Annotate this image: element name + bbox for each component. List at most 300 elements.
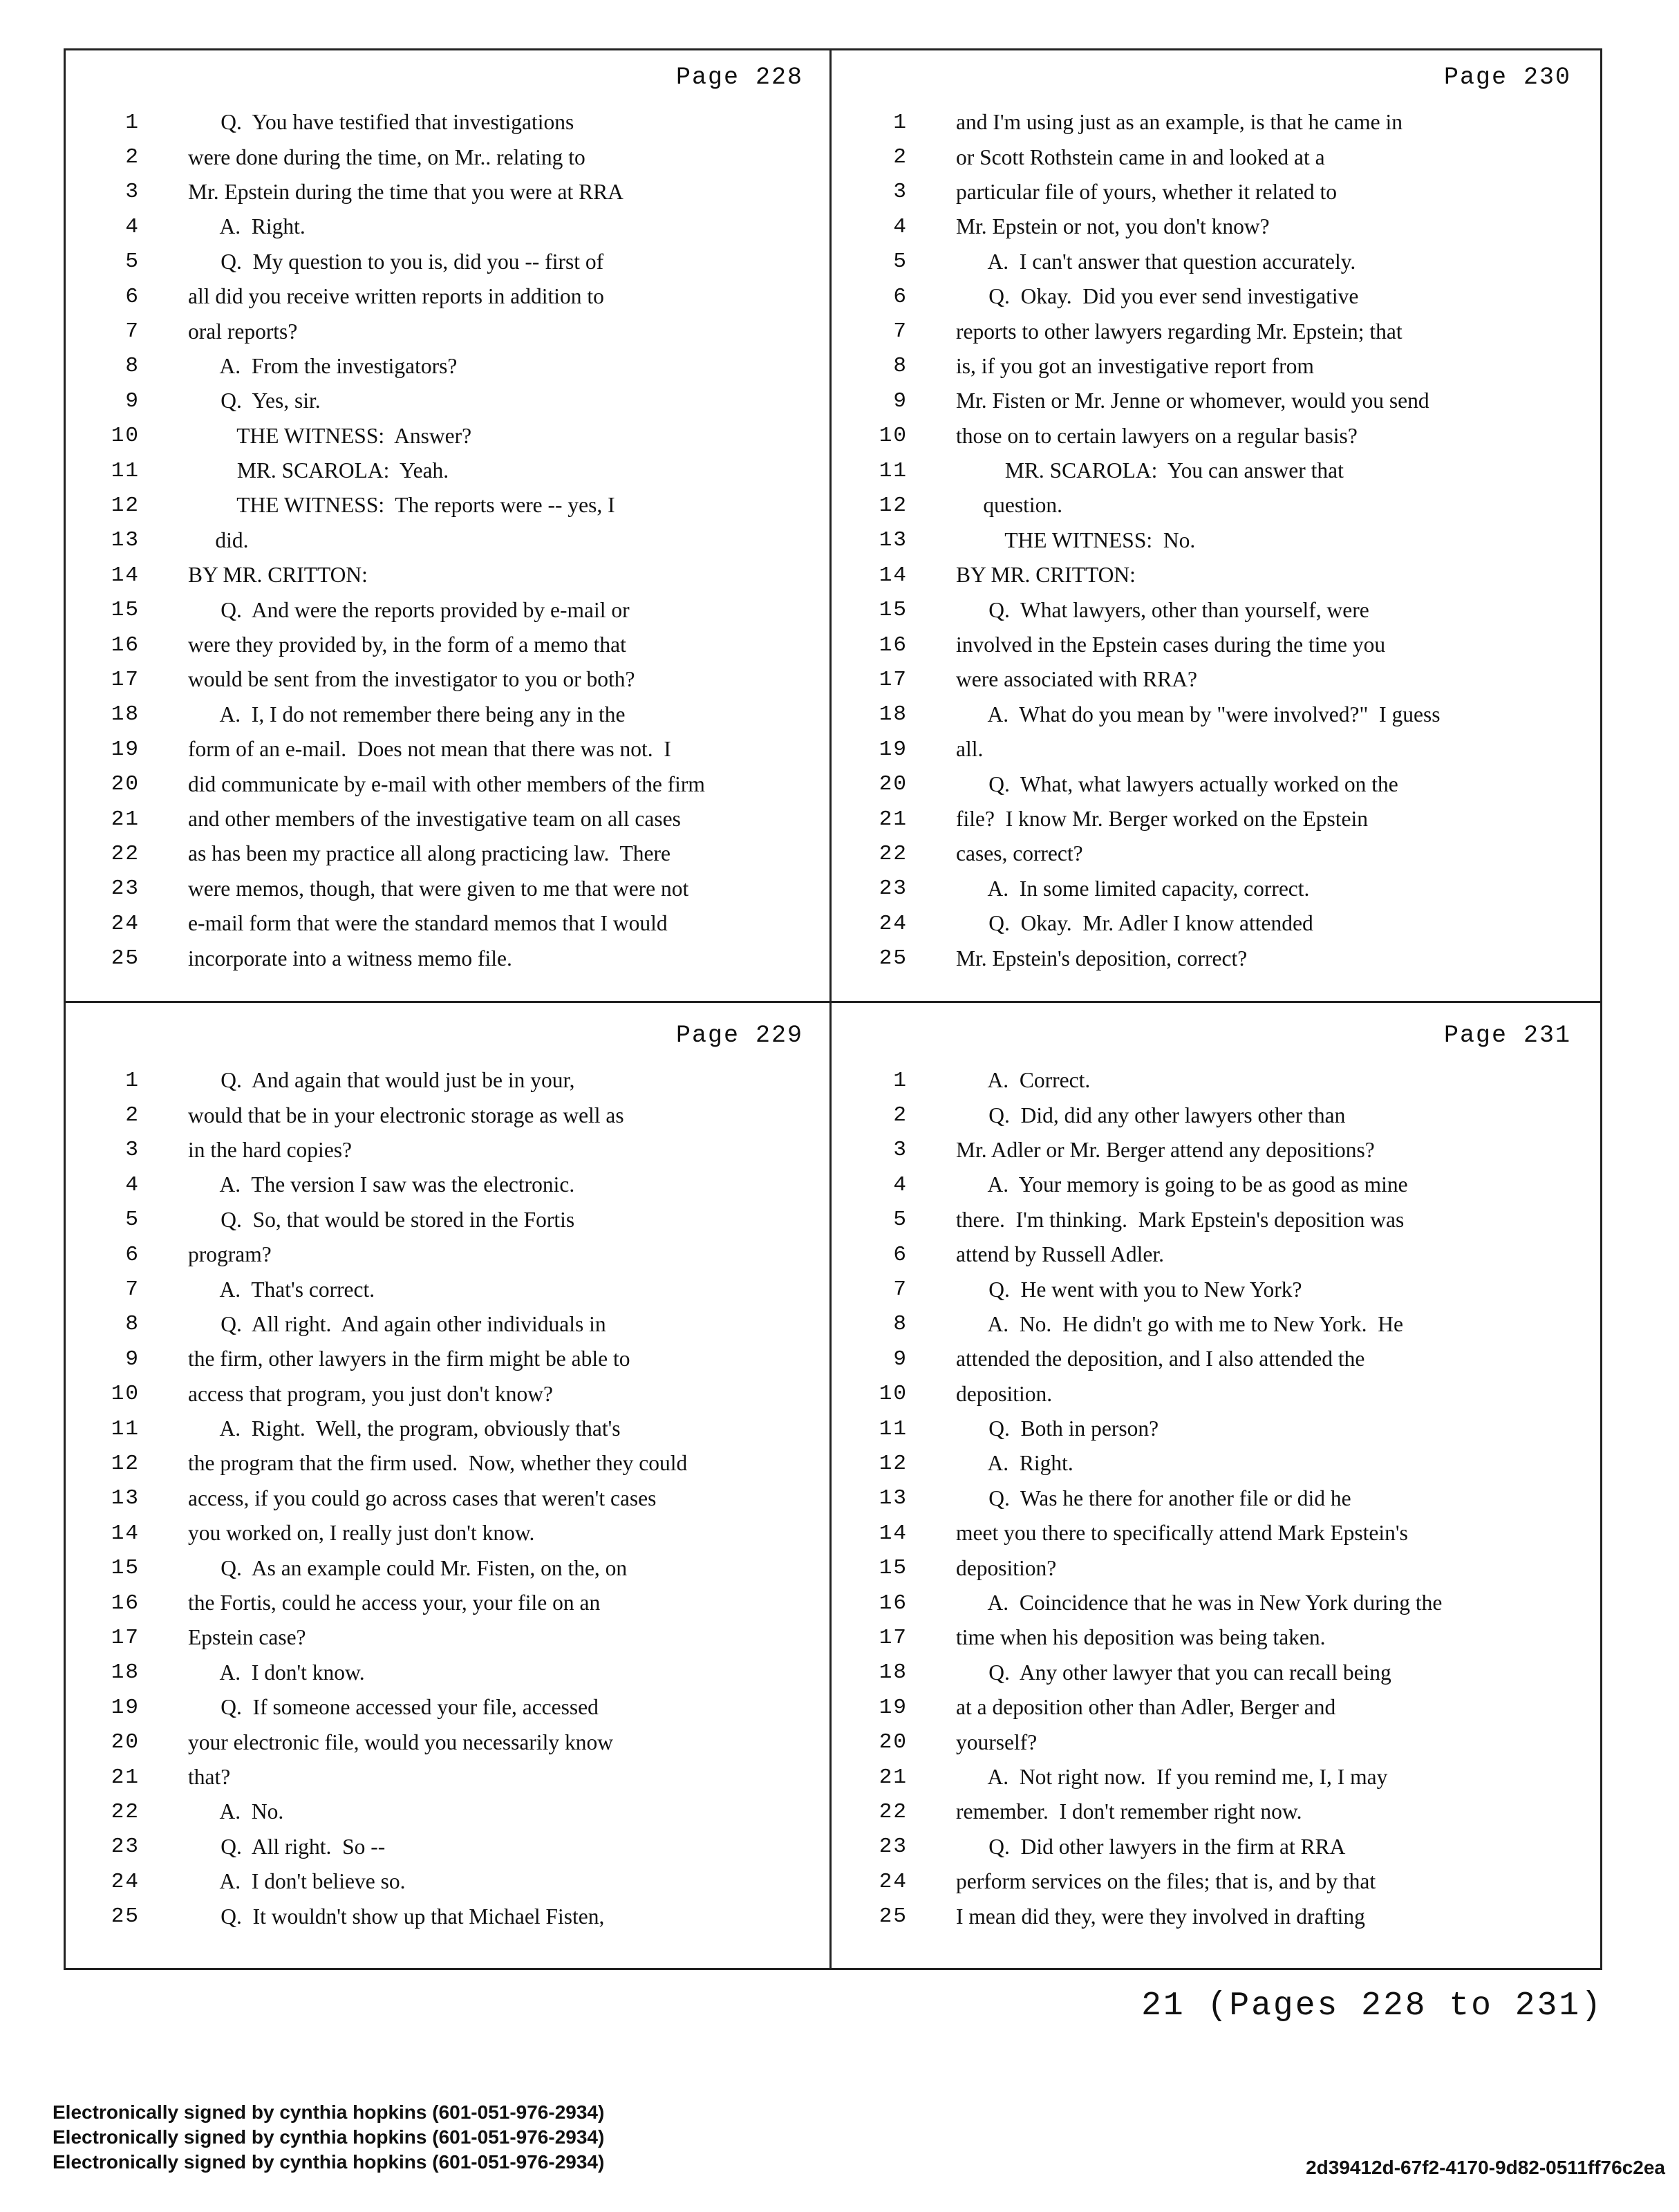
line-text: Q. You have testified that investigations (188, 110, 574, 135)
page-230-panel (832, 64, 1585, 990)
line-number: 8 (125, 1312, 140, 1337)
transcript-line (64, 1098, 817, 1132)
line-text: the firm, other lawyers in the firm might be able to (188, 1347, 630, 1371)
line-number: 10 (879, 424, 908, 449)
line-text: meet you there to specifically attend Mark Epstein's (956, 1521, 1408, 1546)
transcript-line (832, 1794, 1585, 1829)
transcript-line (832, 1830, 1585, 1864)
transcript-line (64, 872, 817, 906)
transcript-line (64, 1864, 817, 1899)
transcript-line (64, 140, 817, 174)
line-text: Q. All right. And again other individuals in (188, 1311, 606, 1336)
line-text: Q. Was he there for another file or did he (956, 1485, 1351, 1510)
line-number: 24 (879, 911, 908, 936)
line-number: 1 (893, 1068, 908, 1093)
transcript-line (832, 802, 1585, 836)
line-number: 11 (879, 1416, 908, 1441)
line-text: A. Right. (956, 1451, 1073, 1476)
transcript-line (64, 558, 817, 592)
line-text: A. Your memory is going to be as good as mine (956, 1172, 1408, 1197)
line-number: 13 (879, 1486, 908, 1511)
line-text: question. (956, 493, 1062, 518)
line-text: A. I, I do not remember there being any in the (188, 702, 626, 727)
line-number: 2 (125, 145, 140, 170)
line-number: 8 (893, 354, 908, 379)
line-number: 21 (111, 807, 140, 832)
signature-line: Electronically signed by cynthia hopkins (601-051-976-2934) (53, 2126, 605, 2148)
line-number: 20 (879, 772, 908, 797)
transcript-line (64, 836, 817, 871)
line-text: A. I can't answer that question accurately. (956, 249, 1356, 274)
transcript-lines (64, 105, 817, 976)
line-text: Q. Any other lawyer that you can recall being (956, 1660, 1391, 1685)
line-text: I mean did they, were they involved in drafting (956, 1904, 1365, 1929)
transcript-line (832, 384, 1585, 418)
line-number: 11 (879, 458, 908, 483)
line-number: 15 (879, 1556, 908, 1581)
transcript-line (64, 592, 817, 627)
transcript-line (64, 941, 817, 975)
line-text: A. Coincidence that he was in New York during the (956, 1591, 1443, 1615)
line-text: attend by Russell Adler. (956, 1242, 1164, 1267)
transcript-line (64, 1481, 817, 1516)
line-text: THE WITNESS: Answer? (188, 423, 472, 448)
transcript-line (64, 488, 817, 523)
line-number: 3 (893, 1138, 908, 1163)
line-number: 3 (125, 180, 140, 205)
line-text: A. The version I saw was the electronic. (188, 1172, 575, 1197)
page-228-panel (64, 64, 817, 990)
transcript-line (832, 209, 1585, 244)
transcript-line (832, 349, 1585, 384)
signature-line: Electronically signed by cynthia hopkins (601-051-976-2934) (53, 2101, 605, 2123)
line-number: 9 (125, 388, 140, 413)
line-number: 18 (879, 1660, 908, 1685)
line-text: there. I'm thinking. Mark Epstein's deposition was (956, 1207, 1405, 1232)
line-text: as has been my practice all along practicing law. There (188, 841, 670, 866)
line-text: THE WITNESS: No. (956, 527, 1196, 552)
line-text: BY MR. CRITTON: (956, 563, 1136, 588)
transcript-line (64, 314, 817, 348)
transcript-line (832, 1377, 1585, 1412)
line-number: 14 (879, 1521, 908, 1546)
transcript-line (832, 1098, 1585, 1132)
transcript-line (64, 1760, 817, 1794)
transcript-line (832, 245, 1585, 279)
line-text: deposition. (956, 1381, 1053, 1406)
line-number: 25 (879, 1904, 908, 1929)
line-text: form of an e-mail. Does not mean that there was not. I (188, 737, 671, 762)
transcript-line (64, 1168, 817, 1202)
document-hash: 2d39412d-67f2-4170-9d82-0511ff76c2ea (1306, 2157, 1665, 2178)
line-text: would that be in your electronic storage as well as (188, 1103, 624, 1127)
line-text: all did you receive written reports in addition to (188, 284, 604, 309)
line-text: in the hard copies? (188, 1137, 353, 1162)
line-text: the program that the firm used. Now, whether they could (188, 1451, 688, 1476)
transcript-line (64, 1237, 817, 1272)
transcript-line (64, 279, 817, 314)
line-text: A. From the investigators? (188, 353, 458, 378)
signature-line: Electronically signed by cynthia hopkins (601-051-976-2934) (53, 2151, 605, 2173)
transcript-line (64, 1586, 817, 1620)
line-number: 11 (111, 458, 140, 483)
line-text: yourself? (956, 1730, 1038, 1754)
line-number: 6 (893, 284, 908, 309)
transcript-line (832, 523, 1585, 558)
line-number: 12 (111, 493, 140, 518)
line-text: Epstein case? (188, 1625, 306, 1650)
transcript-line (64, 1272, 817, 1306)
transcript-line (832, 558, 1585, 592)
transcript-line (64, 1830, 817, 1864)
line-text: time when his deposition was being taken. (956, 1625, 1326, 1650)
line-text: involved in the Epstein cases during the time you (956, 632, 1386, 657)
line-text: Q. My question to you is, did you -- first of (188, 249, 604, 274)
line-text: Q. All right. So -- (188, 1834, 386, 1859)
line-text: that? (188, 1765, 231, 1789)
line-text: A. Right. Well, the program, obviously that's (188, 1416, 621, 1441)
transcript-line (64, 245, 817, 279)
line-number: 7 (125, 1277, 140, 1302)
line-text: THE WITNESS: The reports were -- yes, I (188, 493, 615, 518)
line-text: A. No. (188, 1799, 284, 1824)
transcript-line (64, 1690, 817, 1725)
line-text: all. (956, 737, 984, 762)
transcript-line (832, 767, 1585, 801)
line-text: were memos, though, that were given to me that were not (188, 876, 689, 901)
transcript-line (64, 1794, 817, 1829)
line-number: 1 (893, 110, 908, 135)
transcript-line (832, 419, 1585, 453)
line-number: 23 (879, 877, 908, 901)
line-text: you worked on, I really just don't know. (188, 1521, 535, 1546)
transcript-line (832, 1620, 1585, 1655)
transcript-line (832, 175, 1585, 209)
line-number: 17 (111, 667, 140, 692)
transcript-line (64, 1516, 817, 1550)
line-number: 2 (893, 145, 908, 170)
line-text: Q. As an example could Mr. Fisten, on the, on (188, 1555, 628, 1580)
line-text: e-mail form that were the standard memos that I would (188, 911, 668, 936)
line-text: A. I don't know. (188, 1660, 365, 1685)
line-text: Q. Okay. Did you ever send investigative (956, 284, 1359, 309)
horizontal-divider (64, 1001, 1602, 1003)
line-text: file? I know Mr. Berger worked on the Epstein (956, 807, 1369, 831)
transcript-line (832, 1550, 1585, 1585)
transcript-line (832, 279, 1585, 314)
line-number: 16 (111, 632, 140, 657)
page-header: Page 229 (675, 1022, 803, 1049)
line-number: 8 (893, 1312, 908, 1337)
line-text: access that program, you just don't know? (188, 1381, 553, 1406)
line-number: 24 (879, 1869, 908, 1894)
transcript-line (832, 697, 1585, 732)
line-number: 4 (125, 1172, 140, 1197)
line-number: 3 (893, 180, 908, 205)
line-text: were done during the time, on Mr.. relating to (188, 144, 585, 169)
transcript-line (832, 1481, 1585, 1516)
transcript-line (832, 1133, 1585, 1168)
line-number: 17 (111, 1625, 140, 1650)
line-number: 11 (111, 1416, 140, 1441)
transcript-line (64, 1412, 817, 1446)
transcript-line (832, 1342, 1585, 1376)
line-number: 21 (111, 1765, 140, 1790)
line-number: 21 (879, 1765, 908, 1790)
transcript-line (64, 767, 817, 801)
line-number: 13 (111, 1486, 140, 1511)
line-text: remember. I don't remember right now. (956, 1799, 1302, 1824)
line-number: 20 (879, 1730, 908, 1755)
transcript-line (64, 1620, 817, 1655)
line-text: or Scott Rothstein came in and looked at a (956, 144, 1325, 169)
transcript-line (832, 836, 1585, 871)
line-text: BY MR. CRITTON: (188, 563, 368, 588)
line-text: Mr. Epstein during the time that you were at RRA (188, 179, 623, 204)
line-number: 19 (879, 737, 908, 762)
line-number: 13 (111, 528, 140, 553)
line-number: 2 (893, 1103, 908, 1128)
line-number: 22 (111, 841, 140, 866)
line-text: did communicate by e-mail with other members of the firm (188, 771, 705, 796)
line-text: Mr. Epstein or not, you don't know? (956, 214, 1270, 239)
transcript-line (64, 662, 817, 697)
line-number: 4 (893, 214, 908, 239)
line-number: 10 (111, 1382, 140, 1407)
line-number: 25 (879, 946, 908, 971)
transcript-line (832, 1063, 1585, 1098)
line-number: 12 (879, 1451, 908, 1476)
line-number: 10 (879, 1382, 908, 1407)
transcript-line (832, 906, 1585, 941)
line-number: 22 (879, 1799, 908, 1824)
page-header: Page 230 (1443, 64, 1571, 91)
transcript-line (832, 1690, 1585, 1725)
line-number: 4 (125, 214, 140, 239)
line-number: 1 (125, 110, 140, 135)
line-number: 7 (893, 1277, 908, 1302)
transcript-line (832, 488, 1585, 523)
line-text: access, if you could go across cases that weren't cases (188, 1485, 657, 1510)
line-text: Q. Did, did any other lawyers other than (956, 1103, 1346, 1127)
transcript-line (64, 1342, 817, 1376)
transcript-line (832, 1446, 1585, 1481)
line-number: 14 (879, 563, 908, 588)
line-text: perform services on the files; that is, and by that (956, 1869, 1376, 1894)
line-number: 25 (111, 1904, 140, 1929)
line-number: 16 (111, 1591, 140, 1615)
line-text: Mr. Epstein's deposition, correct? (956, 946, 1248, 971)
line-text: Q. It wouldn't show up that Michael Fisten, (188, 1904, 605, 1929)
transcript-line (832, 1237, 1585, 1272)
line-text: A. I don't believe so. (188, 1869, 406, 1894)
line-number: 25 (111, 946, 140, 971)
line-number: 2 (125, 1103, 140, 1128)
transcript-line (64, 1307, 817, 1342)
line-text: and other members of the investigative team on all cases (188, 807, 681, 831)
transcript-line (832, 1168, 1585, 1202)
transcript-line (64, 419, 817, 453)
line-text: A. Right. (188, 214, 306, 239)
line-number: 22 (879, 841, 908, 866)
transcript-line (64, 1550, 817, 1585)
transcript-line (64, 802, 817, 836)
line-text: at a deposition other than Adler, Berger and (956, 1695, 1336, 1720)
line-number: 15 (111, 1556, 140, 1581)
transcript-line (832, 1586, 1585, 1620)
line-text: particular file of yours, whether it related to (956, 179, 1338, 204)
transcript-line (832, 872, 1585, 906)
line-text: reports to other lawyers regarding Mr. Epstein; that (956, 319, 1403, 344)
transcript-line (832, 1516, 1585, 1550)
line-number: 19 (111, 737, 140, 762)
line-text: Q. Yes, sir. (188, 388, 321, 413)
transcript-line (64, 1063, 817, 1098)
transcript-line (832, 314, 1585, 348)
line-number: 5 (125, 250, 140, 274)
line-text: attended the deposition, and I also attended the (956, 1347, 1365, 1371)
transcript-line (832, 941, 1585, 975)
transcript-line (832, 453, 1585, 488)
line-text: cases, correct? (956, 841, 1083, 866)
line-text: A. In some limited capacity, correct. (956, 876, 1310, 901)
line-number: 24 (111, 1869, 140, 1894)
line-text: Q. Okay. Mr. Adler I know attended (956, 911, 1313, 936)
line-text: oral reports? (188, 319, 298, 344)
line-number: 17 (879, 1625, 908, 1650)
line-text: Q. What, what lawyers actually worked on the (956, 771, 1398, 796)
transcript-line (832, 1864, 1585, 1899)
transcript-line (832, 1725, 1585, 1759)
line-text: Mr. Adler or Mr. Berger attend any depositions? (956, 1137, 1375, 1162)
transcript-line (832, 105, 1585, 140)
line-text: A. No. He didn't go with me to New York. He (956, 1311, 1404, 1336)
line-number: 18 (111, 1660, 140, 1685)
transcript-line (832, 1656, 1585, 1690)
page-header: Page 231 (1443, 1022, 1571, 1049)
line-text: the Fortis, could he access your, your file on an (188, 1591, 601, 1615)
transcript-line (64, 697, 817, 732)
line-number: 14 (111, 1521, 140, 1546)
line-number: 12 (879, 493, 908, 518)
page-range-label: 21 (Pages 228 to 231) (1141, 1987, 1603, 2025)
transcript-line (64, 906, 817, 941)
line-number: 7 (125, 319, 140, 344)
line-text: Q. Both in person? (956, 1416, 1159, 1441)
line-number: 12 (111, 1451, 140, 1476)
line-number: 6 (893, 1242, 908, 1267)
line-number: 19 (111, 1695, 140, 1720)
transcript-lines (64, 1063, 817, 1934)
line-number: 23 (879, 1835, 908, 1859)
line-number: 15 (879, 598, 908, 623)
transcript-line (832, 732, 1585, 767)
line-number: 22 (111, 1799, 140, 1824)
line-number: 24 (111, 911, 140, 936)
line-number: 19 (879, 1695, 908, 1720)
line-text: incorporate into a witness memo file. (188, 946, 512, 971)
line-text: Q. So, that would be stored in the Fortis (188, 1207, 575, 1232)
transcript-line (64, 1899, 817, 1933)
line-text: Q. And again that would just be in your, (188, 1068, 575, 1093)
transcript-line (64, 1377, 817, 1412)
page-header: Page 228 (675, 64, 803, 91)
line-number: 20 (111, 772, 140, 797)
line-text: MR. SCAROLA: You can answer that (956, 458, 1344, 483)
line-number: 6 (125, 284, 140, 309)
transcript-line (64, 1446, 817, 1481)
transcript-line (832, 1307, 1585, 1342)
line-number: 5 (125, 1208, 140, 1232)
line-text: were they provided by, in the form of a memo that (188, 632, 626, 657)
transcript-line (832, 1412, 1585, 1446)
transcript-line (64, 1203, 817, 1237)
line-number: 10 (111, 424, 140, 449)
line-text: A. Correct. (956, 1068, 1091, 1093)
transcript-line (64, 209, 817, 244)
line-text: A. What do you mean by "were involved?" I guess (956, 702, 1441, 727)
transcript-line (832, 1760, 1585, 1794)
line-number: 13 (879, 528, 908, 553)
line-number: 1 (125, 1068, 140, 1093)
transcript-line (64, 349, 817, 384)
transcript-line (832, 628, 1585, 662)
transcript-line (64, 384, 817, 418)
line-number: 23 (111, 877, 140, 901)
line-text: those on to certain lawyers on a regular basis? (956, 423, 1358, 448)
line-text: Q. He went with you to New York? (956, 1277, 1302, 1302)
line-text: A. Not right now. If you remind me, I, I may (956, 1765, 1388, 1789)
line-number: 8 (125, 354, 140, 379)
transcript-line (832, 1272, 1585, 1306)
line-text: were associated with RRA? (956, 667, 1198, 692)
line-text: is, if you got an investigative report from (956, 353, 1314, 378)
transcript-line (64, 523, 817, 558)
line-number: 20 (111, 1730, 140, 1755)
line-number: 9 (893, 388, 908, 413)
line-number: 17 (879, 667, 908, 692)
transcript-line (832, 592, 1585, 627)
line-number: 21 (879, 807, 908, 832)
line-text: Q. What lawyers, other than yourself, were (956, 597, 1369, 622)
transcript-line (64, 1133, 817, 1168)
transcript-line (832, 1899, 1585, 1933)
line-text: program? (188, 1242, 272, 1267)
line-number: 3 (125, 1138, 140, 1163)
line-number: 7 (893, 319, 908, 344)
line-text: and I'm using just as an example, is that he came in (956, 110, 1403, 135)
line-text: deposition? (956, 1555, 1057, 1580)
transcript-line (64, 1656, 817, 1690)
transcript-lines (832, 105, 1585, 976)
line-number: 5 (893, 250, 908, 274)
transcript-line (64, 453, 817, 488)
page-229-panel (64, 1022, 817, 1948)
line-number: 15 (111, 598, 140, 623)
line-number: 16 (879, 1591, 908, 1615)
line-number: 6 (125, 1242, 140, 1267)
line-text: Q. If someone accessed your file, accessed (188, 1695, 599, 1720)
line-number: 18 (879, 702, 908, 727)
transcript-line (832, 140, 1585, 174)
line-text: your electronic file, would you necessarily know (188, 1730, 613, 1754)
line-number: 4 (893, 1172, 908, 1197)
line-text: did. (188, 527, 249, 552)
line-text: would be sent from the investigator to you or both? (188, 667, 635, 692)
line-text: Q. Did other lawyers in the firm at RRA (956, 1834, 1346, 1859)
transcript-line (64, 628, 817, 662)
line-number: 23 (111, 1835, 140, 1859)
